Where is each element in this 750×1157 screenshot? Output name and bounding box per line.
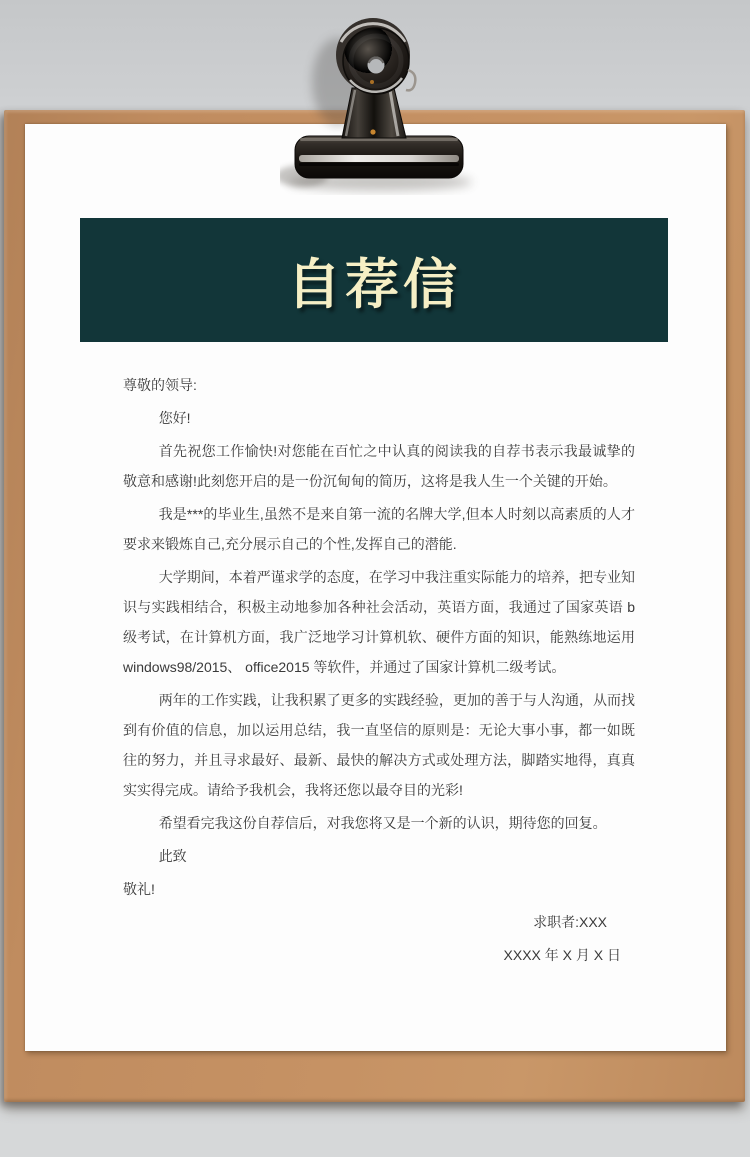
- letter-paragraph: 您好!: [158, 410, 191, 426]
- letter-paragraph: 首先祝您工作愉快!对您能在百忙之中认真的阅读我的自荐书表示我最诚挚的敬意和感谢!此刻您开启的是一份沉甸甸的简历，这将是我人生一个关键的开始。: [123, 443, 635, 489]
- letter-paragraph: 我是***的毕业生,虽然不是来自第一流的名牌大学,但本人时刻以高素质的人才要求来锻炼自己,充分展示自己的个性,发挥自己的潜能.: [123, 506, 635, 552]
- letter-paragraph: 大学期间，本着严谨求学的态度，在学习中我注重实际能力的培养，把专业知识与实践相结合，积极主动地参加各种社会活动，英语方面，我通过了国家英语 b 级考试，在计算机方面，我广泛地学习计算机软、硬件方面的知识，能熟练地运用 windows98/2015、 office2015 等软件，并通过了国家计算机二级考试。: [123, 569, 635, 675]
- clipboard-board: [4, 110, 745, 1102]
- binder-clip: [280, 10, 490, 195]
- letter-page: [25, 124, 726, 1051]
- letter-paragraph: 敬礼!: [123, 881, 155, 897]
- letter-title-banner: [80, 218, 668, 342]
- letter-title: 自荐信: [287, 254, 461, 315]
- letter-salutation: 尊敬的领导:: [123, 377, 197, 393]
- letter-date: XXXX 年 X 月 X 日: [503, 947, 621, 963]
- letter-paragraph: 希望看完我这份自荐信后，对我您将又是一个新的认识，期待您的回复。: [158, 815, 607, 831]
- letter-paragraph: 此致: [158, 848, 187, 864]
- letter-paragraph: 两年的工作实践，让我积累了更多的实践经验，更加的善于与人沟通，从而找到有价值的信息，加以运用总结，我一直坚信的原则是：无论大事小事，都一如既往的努力，并且寻求最好、最新、最快的解决方式或处理方法，脚踏实地得，真真实实得完成。请给予我机会，我将还您以最夺目的光彩!: [123, 692, 635, 798]
- letter-body: [123, 370, 635, 973]
- letter-paragraphs: [123, 403, 635, 904]
- letter-signature: 求职者:XXX: [533, 914, 607, 930]
